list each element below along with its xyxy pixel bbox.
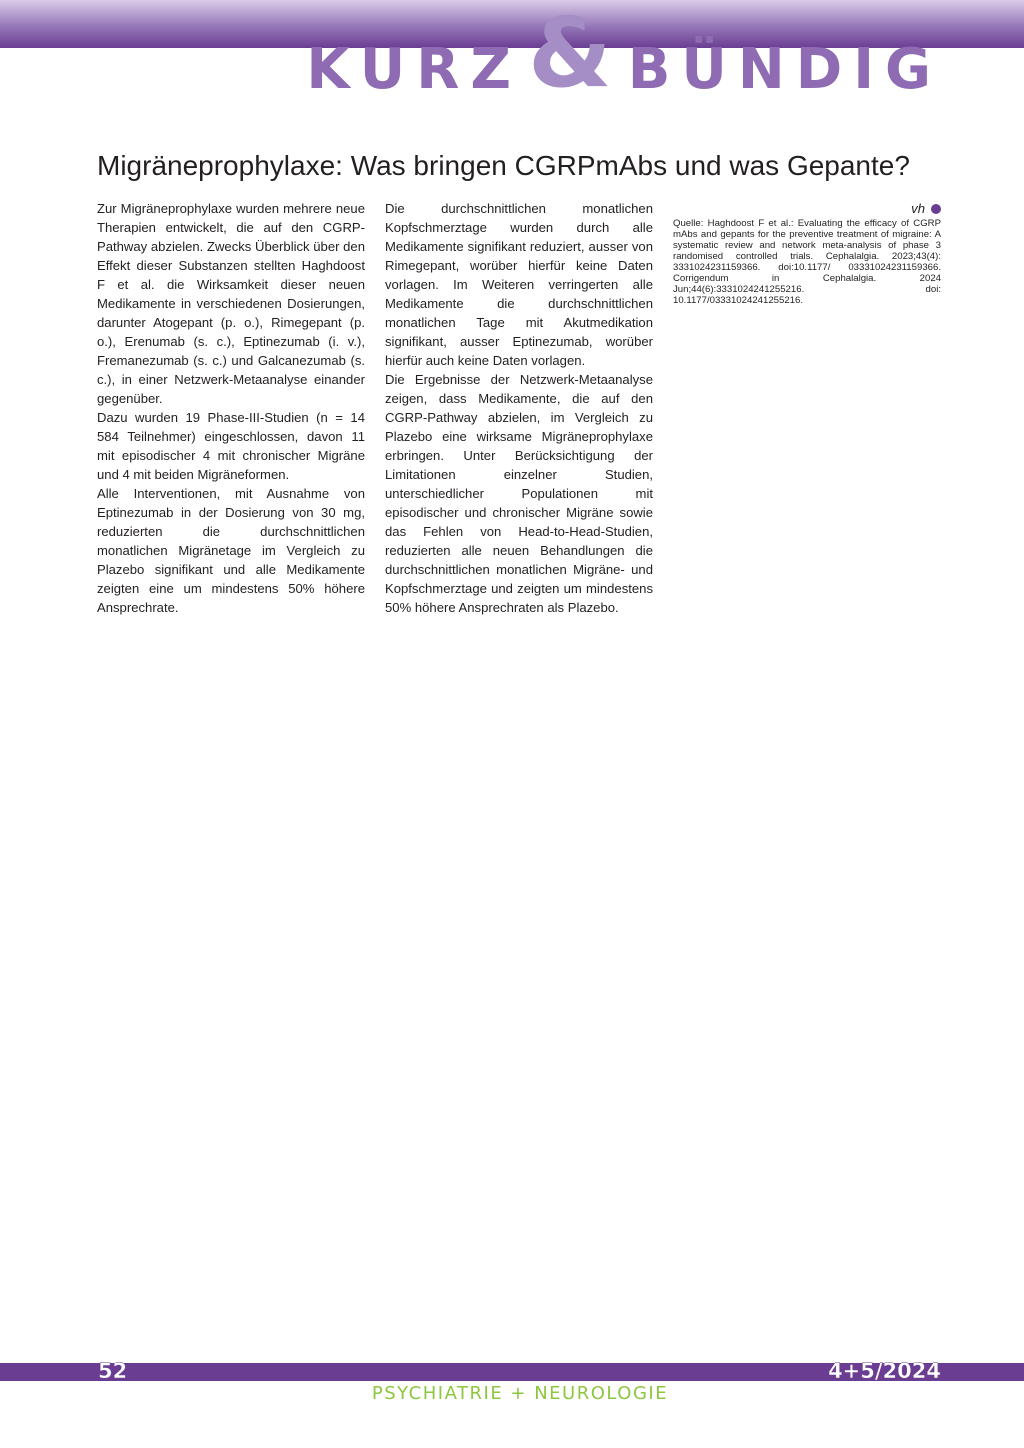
section-header-word-kurz: KURZ [306, 37, 522, 102]
section-header-word-buendig: BÜNDIG [627, 37, 942, 102]
article-title: Migräneprophylaxe: Was bringen CGRPmAbs und was Gepante? [97, 150, 910, 181]
paragraph [673, 199, 941, 218]
journal-name: PSYCHIATRIE + NEUROLOGIE [371, 1383, 669, 1404]
issue-number: 4+5/2024 [828, 1359, 941, 1383]
paragraph: Dazu wurden 19 Phase-III-Studien (n = 14 584 Teilnehmer) eingeschlossen, davon 11 mit episodischer 4 mit chronischer Migräne und 4 mit beiden Migräneformen. [97, 410, 365, 482]
author-signature: vh [911, 201, 925, 216]
text-column-1 [97, 199, 365, 617]
text-column-2 [385, 199, 653, 617]
source-citation: Quelle: Haghdoost F et al.: Evaluating the efficacy of CGRP mAbs and gepants for the preventive treatment of migraine: A systematic review and network meta-analysis of phase 3 randomised controlled trials. Cephalalgia. 2023;43(4): 3331024231159366. doi:10.1177/ 03331024231159366. Corrigendum in Cephalalgia. 2024 Jun;44(6):3331024241255216. doi: 10.1177/03331024241255216. [673, 218, 941, 306]
text-column-3 [673, 199, 941, 306]
page-number: 52 [98, 1359, 128, 1383]
paragraph: Zur Migräneprophylaxe wurden mehrere neue Therapien entwickelt, die auf den CGRP-Pathway abzielen. Zwecks Überblick über den Effekt dieser Substanzen stellten Haghdoost F et al. die Wirksamkeit dieser neuen Medikamente in verschiedenen Dosierungen, darunter Atogepant (p. o.), Rimegepant (p. o.), Erenumab (s. c.), Eptinezumab (i. v.), Fremanezumab (s. c.) und Galcanezumab (s. c.), in einer Netzwerk-Metaanalyse einander gegenüber. [97, 201, 365, 406]
end-bullet-icon [931, 204, 941, 214]
paragraph: Die Ergebnisse der Netzwerk-Metaanalyse zeigen, dass Medikamente, die auf den CGRP-Pathway abzielen, im Vergleich zu Plazebo eine wirksame Migräneprophylaxe erbringen. Unter Berücksichtigung der Limitationen einzelner Studien, unterschiedlicher Populationen mit episodischer und chronischer Migräne sowie das Fehlen von Head-to-Head-Studien, reduzierten alle neuen Behandlungen die durchschnittlichen monatlichen Migräne- und Kopfschmerztage und zeigten um mindestens 50% höhere Ansprechraten als Plazebo. [385, 372, 653, 615]
paragraph: Die durchschnittlichen monatlichen Kopfschmerztage wurden durch alle Medikamente signifikant reduziert, ausser von Rimegepant, worüber hierfür keine Daten vorlagen. Im Weiteren verringerten alle Medikamente die durchschnittlichen monatlichen Tage mit Akutmedikation signifikant, ausser Eptinezumab, worüber hierfür auch keine Daten vorlagen. [385, 201, 653, 368]
section-header [306, 0, 942, 110]
section-header-ampersand: & [527, 0, 612, 109]
paragraph: Alle Interventionen, mit Ausnahme von Eptinezumab in der Dosierung von 30 mg, reduzierten die durchschnittlichen monatlichen Migränetage im Vergleich zu Plazebo signifikant und alle Medikamente zeigten eine um mindestens 50% höhere Ansprechrate. [97, 486, 365, 615]
